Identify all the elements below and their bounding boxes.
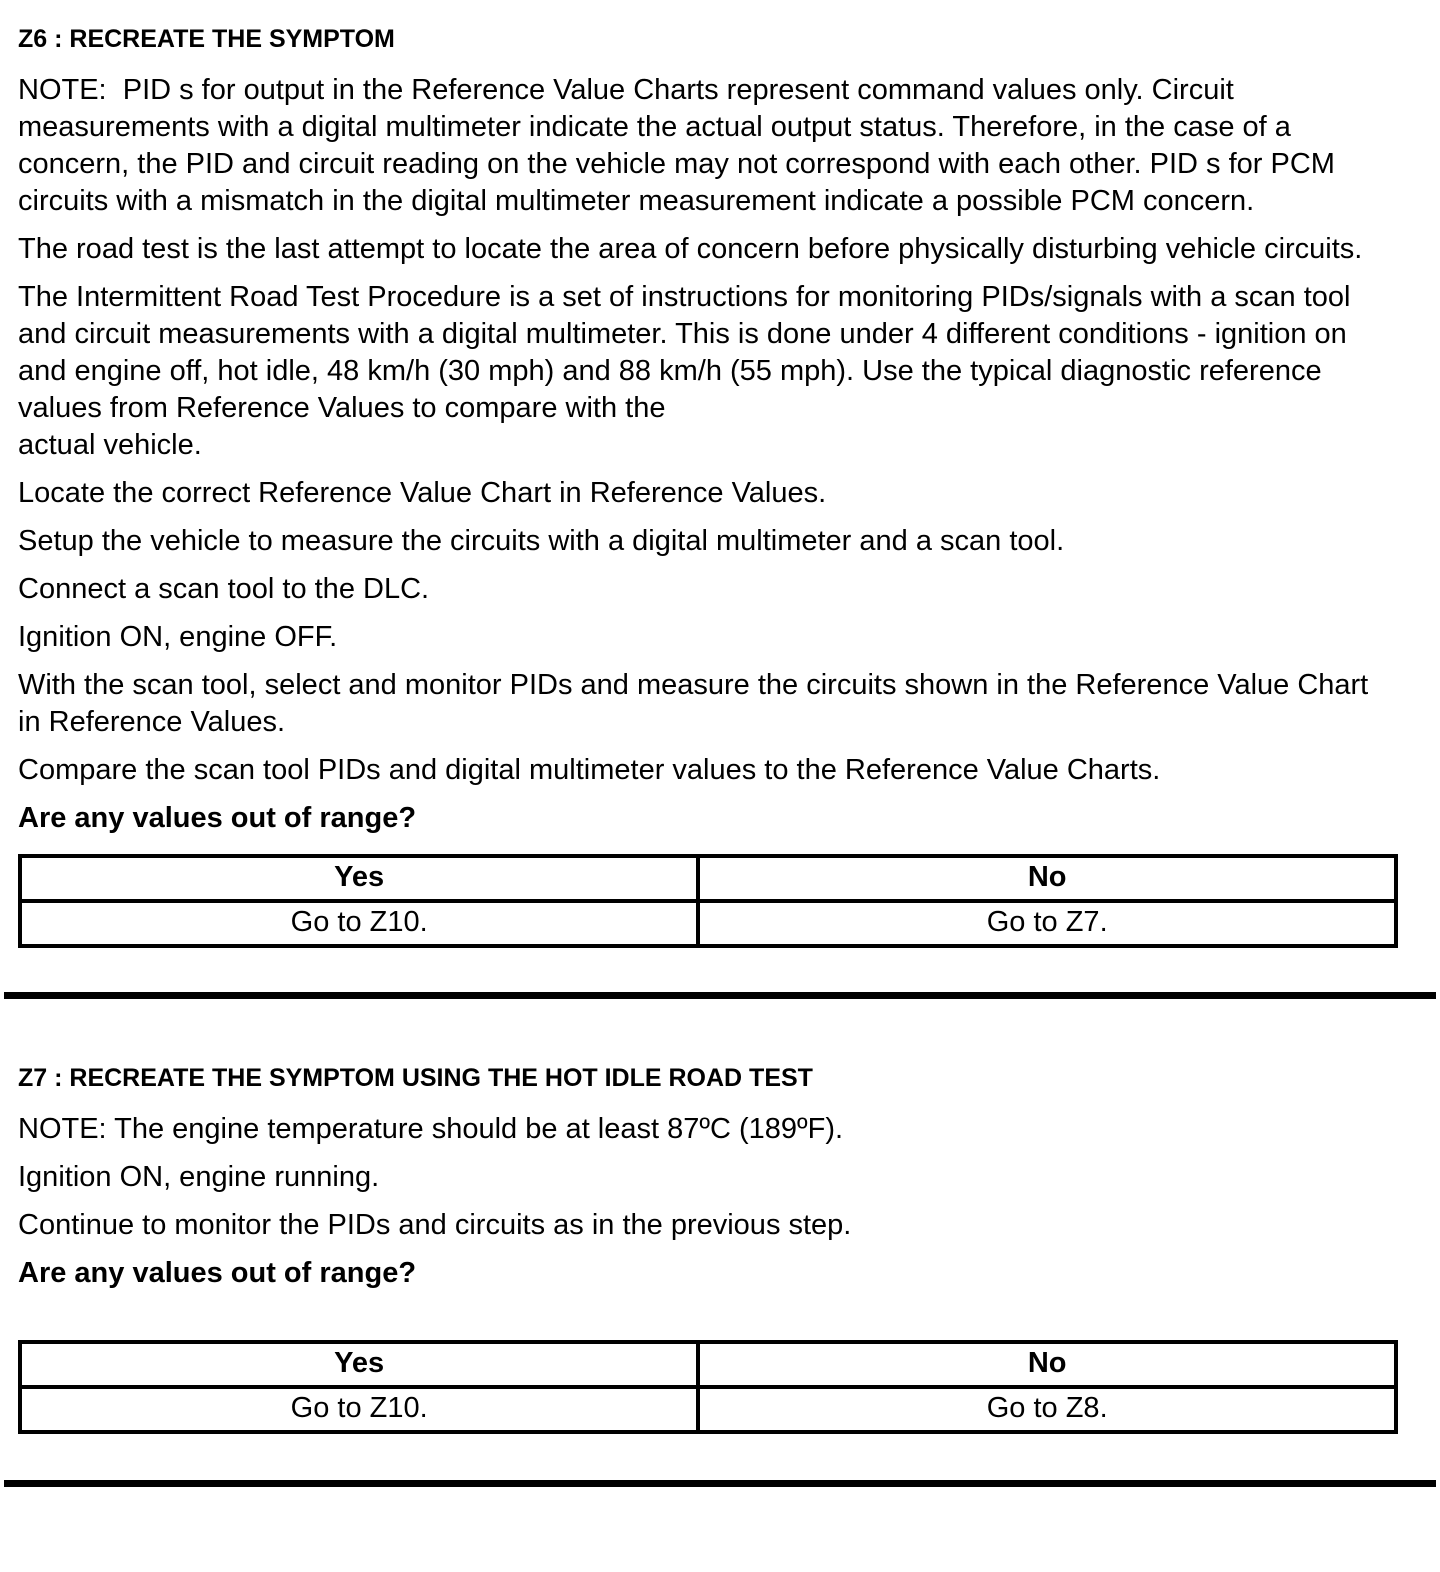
z6-decision-table [18, 854, 1398, 948]
z7-no-action-cell: Go to Z8. [698, 1387, 1396, 1432]
z7-ignition-paragraph: Ignition ON, engine running. [18, 1161, 380, 1193]
z6-table-action-row [20, 901, 1396, 946]
z6-ignition-paragraph: Ignition ON, engine OFF. [18, 621, 338, 653]
z6-locate-paragraph: Locate the correct Reference Value Chart in Reference Values. [18, 477, 827, 509]
bottom-rule [4, 1480, 1436, 1487]
z6-yes-column-header: Yes [20, 856, 698, 901]
z6-road-test-paragraph: The road test is the last attempt to locate the area of concern before physically disturbing vehicle circuits. [18, 233, 1363, 265]
z6-note-paragraph: NOTE: PID s for output in the Reference Value Charts represent command values only. Circuit measurements with a digital multimeter indicate the actual output status. Therefore, in the case of a concern, the PID and circuit reading on the vehicle may not correspond with each other. PID s for PCM circuits with a mismatch in the digital multimeter measurement indicate a possible PCM concern. [18, 74, 1343, 217]
z6-intermittent-continuation: actual vehicle. [18, 429, 202, 461]
z6-intermittent-text: The Intermittent Road Test Procedure is a set of instructions for monitoring PIDs/signals with a scan tool and circuit measurements with a digital multimeter. This is done under 4 different conditions - ignition on and engine off, hot idle, 48 km/h (30 mph) and 88 km/h (55 mph). Use the typical diagnostic reference values from Reference Values to compare with the [18, 281, 1359, 424]
z6-intermittent-paragraph [18, 279, 1398, 464]
z6-table-header-row [20, 856, 1396, 901]
z7-question: Are any values out of range? [18, 1257, 417, 1289]
z7-table-header-row [20, 1342, 1396, 1387]
z7-yes-action-cell: Go to Z10. [20, 1387, 698, 1432]
section-z7 [18, 1065, 1398, 1434]
z7-yes-column-header: Yes [20, 1342, 698, 1387]
z6-yes-action-cell: Go to Z10. [20, 901, 698, 946]
z7-no-column-header: No [698, 1342, 1396, 1387]
z6-no-column-header: No [698, 856, 1396, 901]
z6-setup-paragraph: Setup the vehicle to measure the circuits with a digital multimeter and a scan tool. [18, 525, 1065, 557]
z7-table-action-row [20, 1387, 1396, 1432]
z7-step-title: Z7 : RECREATE THE SYMPTOM USING THE HOT IDLE ROAD TEST [18, 1064, 813, 1092]
z6-no-action-cell: Go to Z7. [698, 901, 1396, 946]
z7-note-paragraph: NOTE: The engine temperature should be at least 87ºC (189ºF). [18, 1113, 844, 1145]
z6-with-scan-tool-paragraph: With the scan tool, select and monitor PIDs and measure the circuits shown in the Reference Value Chart in Reference Values. [18, 669, 1377, 738]
z6-question: Are any values out of range? [18, 802, 417, 834]
section-divider-rule [4, 992, 1436, 999]
z7-continue-paragraph: Continue to monitor the PIDs and circuits as in the previous step. [18, 1209, 852, 1241]
z7-decision-table [18, 1340, 1398, 1434]
section-z6 [18, 26, 1398, 948]
z6-connect-paragraph: Connect a scan tool to the DLC. [18, 573, 430, 605]
z6-compare-paragraph: Compare the scan tool PIDs and digital multimeter values to the Reference Value Charts. [18, 754, 1161, 786]
z6-step-title: Z6 : RECREATE THE SYMPTOM [18, 25, 395, 53]
